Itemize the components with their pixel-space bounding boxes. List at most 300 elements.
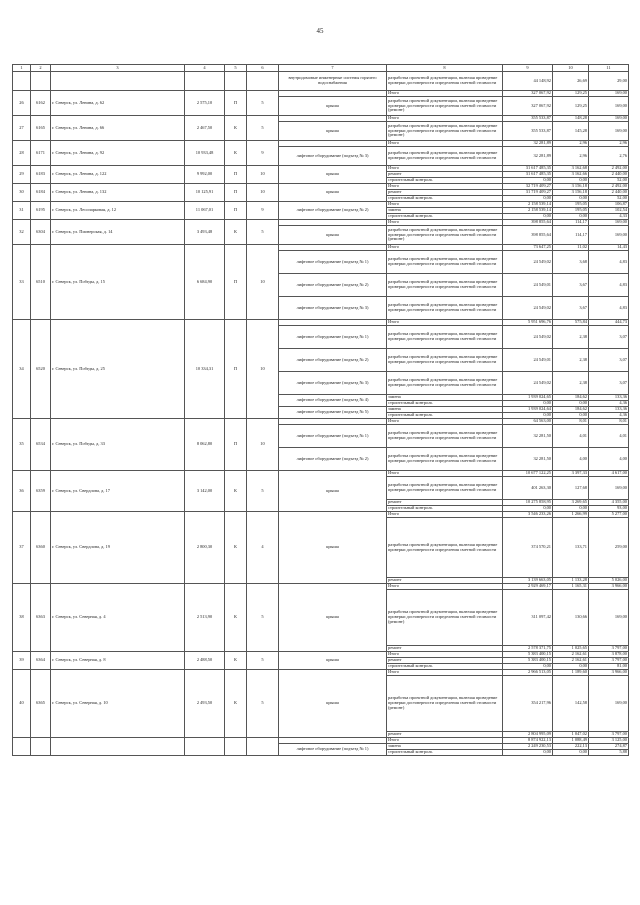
- table-row: [13, 670, 629, 676]
- area: 2 493,50: [185, 670, 225, 738]
- wall-type: К: [225, 220, 247, 245]
- wall-type: П: [225, 419, 247, 471]
- repair-plan-table: [12, 64, 629, 756]
- cost: 0,00: [503, 178, 553, 184]
- work-description: Итого: [387, 116, 503, 122]
- work-type: лифтовое оборудование (подъезд № 1): [279, 425, 387, 448]
- unit-cost: 127,68: [553, 477, 589, 500]
- unit-cost: 1 165,31: [553, 584, 589, 590]
- max-cost: 3 966,00: [589, 670, 629, 676]
- work-description: строительный контроль: [387, 178, 503, 184]
- unit-cost: 1 133,28: [553, 578, 589, 584]
- unit-cost: 3 162,66: [553, 172, 589, 178]
- unit-cost: 222,13: [553, 744, 589, 750]
- address: г. Северск, ул. Свердлова, д. 19: [51, 512, 185, 584]
- unit-cost: 8,01: [553, 419, 589, 425]
- unit-cost: 4,00: [553, 448, 589, 471]
- house-code: 6520: [31, 320, 51, 419]
- work-type: лифтовое оборудование (подъезд № 4): [279, 395, 387, 407]
- col-header-7: 7: [279, 65, 387, 72]
- work-description: разработка проектной документации, включая проведение проверки достоверности определения сметной стоимости (ремонт): [387, 226, 503, 245]
- work-description: Итого: [387, 320, 503, 326]
- work-description: строительный контроль: [387, 750, 503, 756]
- cost: 3 139 663,05: [503, 578, 553, 584]
- max-cost: 169,00: [589, 122, 629, 141]
- row-number: 40: [13, 670, 31, 738]
- house-code: 6360: [31, 512, 51, 584]
- address: г. Северск, ул. Победы, д. 15: [51, 245, 185, 320]
- work-description: строительный контроль: [387, 214, 503, 220]
- unit-cost: 129,25: [553, 97, 589, 116]
- unit-cost: 0,00: [553, 178, 589, 184]
- row-number: 27: [13, 116, 31, 141]
- max-cost: 4 617,00: [589, 471, 629, 477]
- cost: 64 563,00: [503, 419, 553, 425]
- unit-cost: 3 162,68: [553, 166, 589, 172]
- max-cost: 2 440,00: [589, 190, 629, 196]
- cost: 1 939 024,65: [503, 395, 553, 401]
- unit-cost: 1 047,02: [553, 732, 589, 738]
- max-cost: 81,00: [589, 664, 629, 670]
- cost: 0,00: [503, 750, 553, 756]
- cost: 32 281,50: [503, 425, 553, 448]
- area: 6 684,90: [185, 245, 225, 320]
- max-cost: 52,00: [589, 178, 629, 184]
- work-type: крыша: [279, 584, 387, 652]
- work-description: Итого: [387, 184, 503, 190]
- work-type: лифтовое оборудование (подъезд № 5): [279, 407, 387, 419]
- wall-type: К: [225, 512, 247, 584]
- header-row: [13, 65, 629, 72]
- max-cost: 133,36: [589, 407, 629, 413]
- floors: 5: [247, 670, 279, 738]
- wall-type: К: [225, 141, 247, 166]
- unit-cost: 575,84: [553, 320, 589, 326]
- unit-cost: 2,38: [553, 326, 589, 349]
- unit-cost: 0,00: [553, 196, 589, 202]
- unit-cost: 2 162,61: [553, 658, 589, 664]
- table-row: [13, 512, 629, 518]
- work-description: строительный контроль: [387, 196, 503, 202]
- unit-cost: 3 156,18: [553, 190, 589, 196]
- floors: 10: [247, 166, 279, 184]
- unit-cost: 4,01: [553, 425, 589, 448]
- cost: 10 677 122,25: [503, 471, 553, 477]
- unit-cost: 195,05: [553, 202, 589, 208]
- area: 8 062,80: [185, 419, 225, 471]
- work-description: разработка проектной документации, включая проведение проверки достоверности определения сметной стоимости (ремонт): [387, 676, 503, 732]
- max-cost: 259,00: [589, 518, 629, 578]
- address: г. Северск, ул. Ленина, д. 132: [51, 184, 185, 202]
- max-cost: 4,00: [589, 448, 629, 471]
- max-cost: 14,43: [589, 245, 629, 251]
- max-cost: 4,83: [589, 251, 629, 274]
- cost: 3 546 233,26: [503, 512, 553, 518]
- unit-cost: 3,67: [553, 297, 589, 320]
- unit-cost: 114,17: [553, 220, 589, 226]
- max-cost: 169,00: [589, 97, 629, 116]
- table-row: [13, 184, 629, 190]
- work-description: разработка проектной документации, включая проведение проверки достоверности определения сметной стоимости: [387, 297, 503, 320]
- area: 9 992,00: [185, 166, 225, 184]
- max-cost: 4 355,00: [589, 500, 629, 506]
- row-number: 31: [13, 202, 31, 220]
- max-cost: 2 492,00: [589, 184, 629, 190]
- address: г. Северск, ул. Победы, д. 33: [51, 419, 185, 471]
- page-number: 45: [316, 27, 324, 35]
- cost: 24 549,02: [503, 326, 553, 349]
- unit-cost: 2 162,61: [553, 652, 589, 658]
- house-code: 6195: [31, 202, 51, 220]
- work-type: крыша: [279, 122, 387, 141]
- row-number: 38: [13, 584, 31, 652]
- floors: 5: [247, 220, 279, 245]
- max-cost: 4,36: [589, 401, 629, 407]
- cost: 5 383 400,15: [503, 652, 553, 658]
- work-description: Итого: [387, 419, 503, 425]
- max-cost: 169,00: [589, 477, 629, 500]
- address: г. Северск, ул. Ленина, д. 62: [51, 91, 185, 116]
- area: 11 067,01: [185, 202, 225, 220]
- col-header-2: 2: [31, 65, 51, 72]
- max-cost: 444,73: [589, 320, 629, 326]
- table-row: [13, 72, 629, 91]
- row-number: 39: [13, 652, 31, 670]
- unit-cost: 1 266,99: [553, 512, 589, 518]
- address: г. Северск, ул. Северная, д. 4: [51, 584, 185, 652]
- wall-type: П: [225, 202, 247, 220]
- wall-type: К: [225, 670, 247, 738]
- unit-cost: 1 189,60: [553, 670, 589, 676]
- col-header-1: 1: [13, 65, 31, 72]
- max-cost: 3 797,00: [589, 732, 629, 738]
- address: г. Северск, ул. Ленина, д. 66: [51, 116, 185, 141]
- work-description: разработка проектной документации, включая проведение проверки достоверности определения сметной стоимости (ремонт): [387, 97, 503, 116]
- cost: 398 855,64: [503, 226, 553, 245]
- cost: 0,00: [503, 664, 553, 670]
- cost: 354 217,96: [503, 676, 553, 732]
- max-cost: 4,33: [589, 214, 629, 220]
- floors: 4: [247, 512, 279, 584]
- work-description: разработка проектной документации, включая проведение проверки достоверности определения сметной стоимости: [387, 372, 503, 395]
- cost: 0,00: [503, 506, 553, 512]
- address: г. Северск, ул. Победы, д. 25: [51, 320, 185, 419]
- cost: 24 549,02: [503, 372, 553, 395]
- unit-cost: 0,00: [553, 214, 589, 220]
- work-type: лифтовое оборудование (подъезд № 1): [279, 326, 387, 349]
- address: г. Северск, ул. Ленина, д. 92: [51, 141, 185, 166]
- cost: 44 148,92: [503, 72, 553, 91]
- cost: 5 951 696,76: [503, 320, 553, 326]
- max-cost: 2,96: [589, 141, 629, 147]
- unit-cost: 3,68: [553, 251, 589, 274]
- work-description: ремонт: [387, 172, 503, 178]
- cost: 0,00: [503, 214, 553, 220]
- unit-cost: 3,67: [553, 274, 589, 297]
- unit-cost: 26,69: [553, 72, 589, 91]
- max-cost: 4,36: [589, 413, 629, 419]
- col-header-9: 9: [503, 65, 553, 72]
- cost: 24 549,01: [503, 349, 553, 372]
- max-cost: 5 026,00: [589, 578, 629, 584]
- unit-cost: 11,02: [553, 245, 589, 251]
- work-type: крыша: [279, 471, 387, 512]
- row-number: 35: [13, 419, 31, 471]
- floors: 10: [247, 184, 279, 202]
- work-type: лифтовое оборудование (подъезд № 1): [279, 744, 387, 756]
- work-description: Итого: [387, 738, 503, 744]
- cost: 355 533,87: [503, 122, 553, 141]
- work-description: разработка проектной документации, включая проведение проверки достоверности определения сметной стоимости: [387, 448, 503, 471]
- work-description: разработка проектной документации, включая проведение проверки достоверности определения сметной стоимости: [387, 251, 503, 274]
- work-type: лифтовое оборудование (подъезд № 1): [279, 251, 387, 274]
- table-row: [13, 584, 629, 590]
- floors: 10: [247, 320, 279, 419]
- address: г. Северск, ул. Лесопарковая, д. 12: [51, 202, 185, 220]
- work-type: крыша: [279, 670, 387, 738]
- work-description: ремонт: [387, 578, 503, 584]
- cost: 327 067,92: [503, 91, 553, 97]
- work-description: строительный контроль: [387, 413, 503, 419]
- work-description: Итого: [387, 245, 503, 251]
- house-code: 6162: [31, 91, 51, 116]
- wall-type: П: [225, 166, 247, 184]
- cost: 32 281,50: [503, 448, 553, 471]
- work-description: Итого: [387, 652, 503, 658]
- row-number: 30: [13, 184, 31, 202]
- max-cost: 3 878,00: [589, 652, 629, 658]
- unit-cost: 148,28: [553, 116, 589, 122]
- area: 10 125,91: [185, 184, 225, 202]
- work-description: ремонт: [387, 658, 503, 664]
- work-type: крыша: [279, 166, 387, 184]
- col-header-4: 4: [185, 65, 225, 72]
- work-description: строительный контроль: [387, 506, 503, 512]
- col-header-10: 10: [553, 65, 589, 72]
- work-description: разработка проектной документации, включая проведение проверки достоверности определения сметной стоимости (ремонт): [387, 590, 503, 646]
- row-number: 26: [13, 91, 31, 116]
- work-type: лифтовое оборудование (подъезд № 2): [279, 349, 387, 372]
- max-cost: 5,88: [589, 750, 629, 756]
- work-description: строительный контроль: [387, 664, 503, 670]
- max-cost: 2,76: [589, 147, 629, 166]
- work-type: лифтовое оборудование (подъезд № 3): [279, 147, 387, 166]
- wall-type: К: [225, 471, 247, 512]
- unit-cost: 1 088,49: [553, 738, 589, 744]
- work-type: внутридомовые инженерные системы горячего водоснабжения: [279, 72, 387, 91]
- area: 2 575,10: [185, 91, 225, 116]
- area: 2 513,90: [185, 584, 225, 652]
- work-description: разработка проектной документации, включая проведение проверки достоверности определения сметной стоимости: [387, 349, 503, 372]
- house-code: 6510: [31, 245, 51, 320]
- cost: 355 533,87: [503, 116, 553, 122]
- work-type: лифтовое оборудование (подъезд № 2): [279, 274, 387, 297]
- cost: 5 383 400,15: [503, 658, 553, 664]
- unit-cost: 142,58: [553, 676, 589, 732]
- house-code: 6364: [31, 652, 51, 670]
- table-row: [13, 166, 629, 172]
- cost: 24 549,01: [503, 274, 553, 297]
- work-description: разработка проектной документации, включая проведение проверки достоверности определения сметной стоимости: [387, 147, 503, 166]
- cost: 31 719 409,27: [503, 190, 553, 196]
- work-type: крыша: [279, 184, 387, 202]
- house-code: 6365: [31, 670, 51, 738]
- work-description: Итого: [387, 471, 503, 477]
- table-row: [13, 471, 629, 477]
- area: 3 493,48: [185, 220, 225, 245]
- unit-cost: 0,00: [553, 664, 589, 670]
- unit-cost: 129,25: [553, 91, 589, 97]
- work-description: разработка проектной документации, включая проведение проверки достоверности определения сметной стоимости: [387, 518, 503, 578]
- house-code: 6165: [31, 116, 51, 141]
- max-cost: 2 440,00: [589, 172, 629, 178]
- cost: 2 929 469,17: [503, 584, 553, 590]
- address: г. Северск, ул. Пионерская, д. 14: [51, 220, 185, 245]
- work-description: Итого: [387, 202, 503, 208]
- unit-cost: 3 269,65: [553, 500, 589, 506]
- floors: 10: [247, 419, 279, 471]
- area: 2 467,50: [185, 116, 225, 141]
- unit-cost: 130,66: [553, 590, 589, 646]
- work-description: разработка проектной документации, включая проведение проверки достоверности определения сметной стоимости (ремонт): [387, 122, 503, 141]
- cost: 2 966 513,05: [503, 670, 553, 676]
- unit-cost: 0,00: [553, 413, 589, 419]
- area: 2 488,50: [185, 652, 225, 670]
- work-description: строительный контроль: [387, 401, 503, 407]
- wall-type: К: [225, 652, 247, 670]
- unit-cost: 0,00: [553, 750, 589, 756]
- cost: 0,00: [503, 196, 553, 202]
- wall-type: К: [225, 116, 247, 141]
- max-cost: 3 966,00: [589, 584, 629, 590]
- wall-type: П: [225, 91, 247, 116]
- cost: 401 263,30: [503, 477, 553, 500]
- unit-cost: 2,38: [553, 349, 589, 372]
- cost: 32 719 409,27: [503, 184, 553, 190]
- max-cost: 3,07: [589, 349, 629, 372]
- unit-cost: 3 156,18: [553, 184, 589, 190]
- floors: 9: [247, 141, 279, 166]
- row-number: 28: [13, 141, 31, 166]
- max-cost: 3,07: [589, 372, 629, 395]
- max-cost: 52,00: [589, 196, 629, 202]
- max-cost: 4,83: [589, 274, 629, 297]
- cost: 73 647,25: [503, 245, 553, 251]
- floors: 5: [247, 116, 279, 141]
- cost: 24 549,02: [503, 251, 553, 274]
- row-number: 32: [13, 220, 31, 245]
- house-code: 6534: [31, 419, 51, 471]
- cost: 8 874 922,13: [503, 738, 553, 744]
- max-cost: 2 492,00: [589, 166, 629, 172]
- unit-cost: 2,96: [553, 141, 589, 147]
- unit-cost: 2,38: [553, 372, 589, 395]
- max-cost: 3,07: [589, 326, 629, 349]
- house-code: 6304: [31, 220, 51, 245]
- cost: 31 617 485,35: [503, 166, 553, 172]
- cost: 398 855,64: [503, 220, 553, 226]
- unit-cost: 195,05: [553, 208, 589, 214]
- max-cost: 3 125,00: [589, 738, 629, 744]
- col-header-6: 6: [247, 65, 279, 72]
- cost: 2 578 371,75: [503, 646, 553, 652]
- max-cost: 3 797,00: [589, 646, 629, 652]
- house-code: 6183: [31, 166, 51, 184]
- max-cost: 169,00: [589, 226, 629, 245]
- area: 10 334,31: [185, 320, 225, 419]
- cost: 2 158 539,14: [503, 202, 553, 208]
- work-description: замена: [387, 395, 503, 401]
- floors: 9: [247, 202, 279, 220]
- work-description: Итого: [387, 91, 503, 97]
- work-description: разработка проектной документации, включая проведение проверки достоверности определения сметной стоимости: [387, 477, 503, 500]
- floors: 5: [247, 652, 279, 670]
- house-code: 6171: [31, 141, 51, 166]
- max-cost: 106,87: [589, 202, 629, 208]
- cost: 374 570,21: [503, 518, 553, 578]
- unit-cost: 0,00: [553, 506, 589, 512]
- work-description: разработка проектной документации, включая проведение проверки достоверности определения сметной стоимости: [387, 274, 503, 297]
- work-description: замена: [387, 208, 503, 214]
- max-cost: 93,00: [589, 506, 629, 512]
- area: 3 142,00: [185, 471, 225, 512]
- work-type: лифтовое оборудование (подъезд № 2): [279, 202, 387, 220]
- cost: 10 275 858,95: [503, 500, 553, 506]
- max-cost: 169,00: [589, 116, 629, 122]
- floors: 5: [247, 471, 279, 512]
- work-type: лифтовое оборудование (подъезд № 3): [279, 297, 387, 320]
- row-number: 37: [13, 512, 31, 584]
- unit-cost: 133,71: [553, 518, 589, 578]
- max-cost: 133,36: [589, 395, 629, 401]
- row-number: 36: [13, 471, 31, 512]
- cost: 2 249 230,53: [503, 744, 553, 750]
- work-description: замена: [387, 407, 503, 413]
- wall-type: П: [225, 320, 247, 419]
- work-description: ремонт: [387, 190, 503, 196]
- cost: 311 097,42: [503, 590, 553, 646]
- work-description: Итого: [387, 670, 503, 676]
- col-header-11: 11: [589, 65, 629, 72]
- unit-cost: 2,96: [553, 147, 589, 166]
- unit-cost: 3 397,33: [553, 471, 589, 477]
- col-header-3: 3: [51, 65, 185, 72]
- address: г. Северск, ул. Северная, д. 10: [51, 670, 185, 738]
- max-cost: 3 797,00: [589, 658, 629, 664]
- row-number: 34: [13, 320, 31, 419]
- max-cost: 169,00: [589, 91, 629, 97]
- work-description: Итого: [387, 141, 503, 147]
- unit-cost: 145,28: [553, 122, 589, 141]
- max-cost: 5 277,00: [589, 512, 629, 518]
- unit-cost: 0,00: [553, 401, 589, 407]
- max-cost: 169,00: [589, 220, 629, 226]
- col-header-8: 8: [387, 65, 503, 72]
- unit-cost: 184,62: [553, 407, 589, 413]
- work-description: разработка проектной документации, включая проведение проверки достоверности определения сметной стоимости: [387, 326, 503, 349]
- work-description: ремонт: [387, 646, 503, 652]
- work-type: крыша: [279, 226, 387, 245]
- max-cost: 29,00: [589, 72, 629, 91]
- max-cost: 169,00: [589, 676, 629, 732]
- cost: 327 067,92: [503, 97, 553, 116]
- cost: 2 158 539,14: [503, 208, 553, 214]
- row-number: 33: [13, 245, 31, 320]
- cost: 0,00: [503, 413, 553, 419]
- max-cost: 4,83: [589, 297, 629, 320]
- cost: 24 549,02: [503, 297, 553, 320]
- unit-cost: 1 025,65: [553, 646, 589, 652]
